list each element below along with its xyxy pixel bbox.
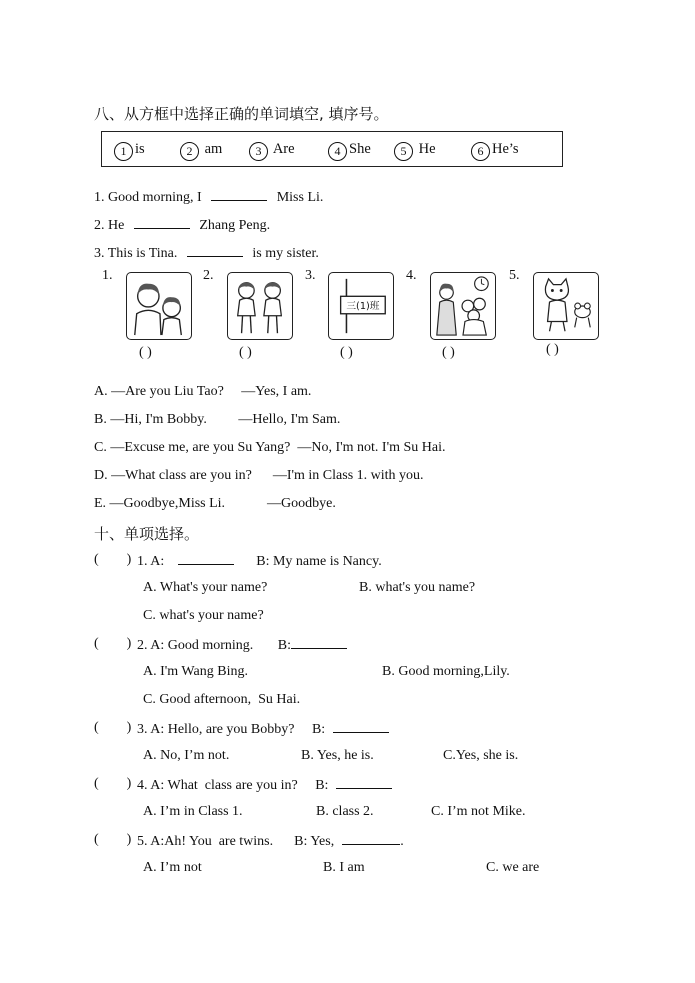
picture-answer-2[interactable]: ( ): [239, 345, 252, 360]
option-word: He: [418, 141, 436, 157]
q3-option-b[interactable]: B. Yes, he is.: [301, 748, 374, 763]
answer-paren-5[interactable]: ( ): [94, 832, 132, 847]
picture-class-sign: [328, 272, 394, 340]
picture-answer-5[interactable]: ( ): [546, 342, 559, 357]
option-5: [394, 141, 436, 161]
question-end: .: [400, 834, 404, 849]
question-stem: 2. A: Good morning. B:: [137, 638, 292, 653]
q1-option-c[interactable]: C. what's your name?: [143, 608, 264, 623]
picture-answer-3[interactable]: ( ): [340, 345, 353, 360]
answer-blank[interactable]: [333, 720, 389, 733]
answer-paren-3[interactable]: ( ): [94, 720, 132, 735]
class-sign-illustration: [329, 273, 393, 339]
question-stem: 4. A: What class are you in? B:: [137, 778, 329, 793]
option-3: [249, 141, 295, 161]
answer-blank[interactable]: [336, 776, 392, 789]
picture-boy-and-girl: [126, 272, 192, 340]
q2-option-b[interactable]: B. Good morning,Lily.: [382, 664, 510, 679]
q4-option-b[interactable]: B. class 2.: [316, 804, 374, 819]
question-text: B: My name is Nancy.: [256, 554, 382, 569]
question-text: 3. This is Tina.: [94, 246, 178, 261]
picture-number-1: 1.: [102, 268, 113, 283]
q5-option-a[interactable]: A. I’m not: [143, 860, 202, 875]
option-word: is: [135, 141, 145, 157]
question-text: 1. Good morning, I: [94, 190, 202, 205]
option-word: Are: [272, 141, 295, 157]
picture-teacher-and-pupils: [430, 272, 496, 340]
q5-option-c[interactable]: C. we are: [486, 860, 540, 875]
option-word: She: [349, 141, 371, 157]
boy-girl-illustration: [127, 273, 191, 339]
picture-cartoon-cat-and-mouse: [533, 272, 599, 340]
option-1: [114, 141, 145, 161]
picture-number-5: 5.: [509, 268, 520, 283]
q3-option-c[interactable]: C.Yes, she is.: [443, 748, 519, 763]
dialogue-d: D. —What class are you in? —I'm in Class 1. with you.: [94, 468, 424, 483]
answer-blank[interactable]: [134, 216, 190, 229]
option-word: am: [204, 141, 223, 157]
fill-question-2: [94, 216, 270, 234]
option-number: 2: [180, 142, 199, 161]
option-number: 1: [114, 142, 133, 161]
question-text: Miss Li.: [276, 190, 324, 205]
q3-option-a[interactable]: A. No, I’m not.: [143, 748, 230, 763]
option-number: 4: [328, 142, 347, 161]
mc-question-5: [137, 832, 404, 850]
mc-question-3: [137, 720, 389, 738]
fill-question-1: [94, 188, 323, 206]
option-word: He’s: [492, 141, 519, 157]
q1-option-a[interactable]: A. What's your name?: [143, 580, 268, 595]
teacher-pupils-illustration: [431, 273, 495, 339]
class-sign-text: 三(1)班: [346, 300, 380, 312]
q2-option-a[interactable]: A. I'm Wang Bing.: [143, 664, 248, 679]
option-4: [328, 141, 371, 161]
option-2: [180, 141, 222, 161]
q2-option-c[interactable]: C. Good afternoon, Su Hai.: [143, 692, 301, 707]
dialogue-e: E. —Goodbye,Miss Li. —Goodbye.: [94, 496, 336, 511]
section-8-title: 八、从方框中选择正确的单词填空, 填序号。: [94, 105, 389, 123]
picture-two-boys: [227, 272, 293, 340]
q4-option-a[interactable]: A. I’m in Class 1.: [143, 804, 243, 819]
fill-question-3: [94, 244, 319, 262]
picture-number-2: 2.: [203, 268, 214, 283]
answer-blank[interactable]: [178, 552, 234, 565]
answer-blank[interactable]: [342, 832, 400, 845]
question-text: 2. He: [94, 218, 125, 233]
q4-option-c[interactable]: C. I’m not Mike.: [431, 804, 526, 819]
question-stem: 1. A:: [137, 554, 165, 569]
mc-question-2: [137, 636, 347, 654]
option-number: 3: [249, 142, 268, 161]
answer-paren-4[interactable]: ( ): [94, 776, 132, 791]
q1-option-b[interactable]: B. what's you name?: [359, 580, 476, 595]
section-10-title: 十、单项选择。: [94, 525, 200, 543]
dialogue-a: A. —Are you Liu Tao? —Yes, I am.: [94, 384, 312, 399]
q5-option-b[interactable]: B. I am: [323, 860, 365, 875]
mc-question-1: [137, 552, 382, 570]
answer-paren-1[interactable]: ( ): [94, 552, 132, 567]
word-bank-box: [101, 131, 563, 167]
option-number: 5: [394, 142, 413, 161]
picture-number-3: 3.: [305, 268, 316, 283]
answer-blank[interactable]: [211, 188, 267, 201]
dialogue-c: C. —Excuse me, are you Su Yang? —No, I'm not. I'm Su Hai.: [94, 440, 446, 455]
question-text: is my sister.: [252, 246, 319, 261]
option-number: 6: [471, 142, 490, 161]
picture-number-4: 4.: [406, 268, 417, 283]
mc-question-4: [137, 776, 392, 794]
picture-answer-1[interactable]: ( ): [139, 345, 152, 360]
answer-blank[interactable]: [187, 244, 243, 257]
question-stem: 5. A:Ah! You are twins. B: Yes,: [137, 834, 335, 849]
answer-paren-2[interactable]: ( ): [94, 636, 132, 651]
picture-answer-4[interactable]: ( ): [442, 345, 455, 360]
option-6: [471, 141, 519, 161]
dialogue-b: B. —Hi, I'm Bobby. —Hello, I'm Sam.: [94, 412, 341, 427]
cat-mouse-illustration: [534, 273, 598, 339]
question-stem: 3. A: Hello, are you Bobby? B:: [137, 722, 326, 737]
two-boys-illustration: [228, 273, 292, 339]
question-text: Zhang Peng.: [199, 218, 271, 233]
answer-blank[interactable]: [291, 636, 347, 649]
